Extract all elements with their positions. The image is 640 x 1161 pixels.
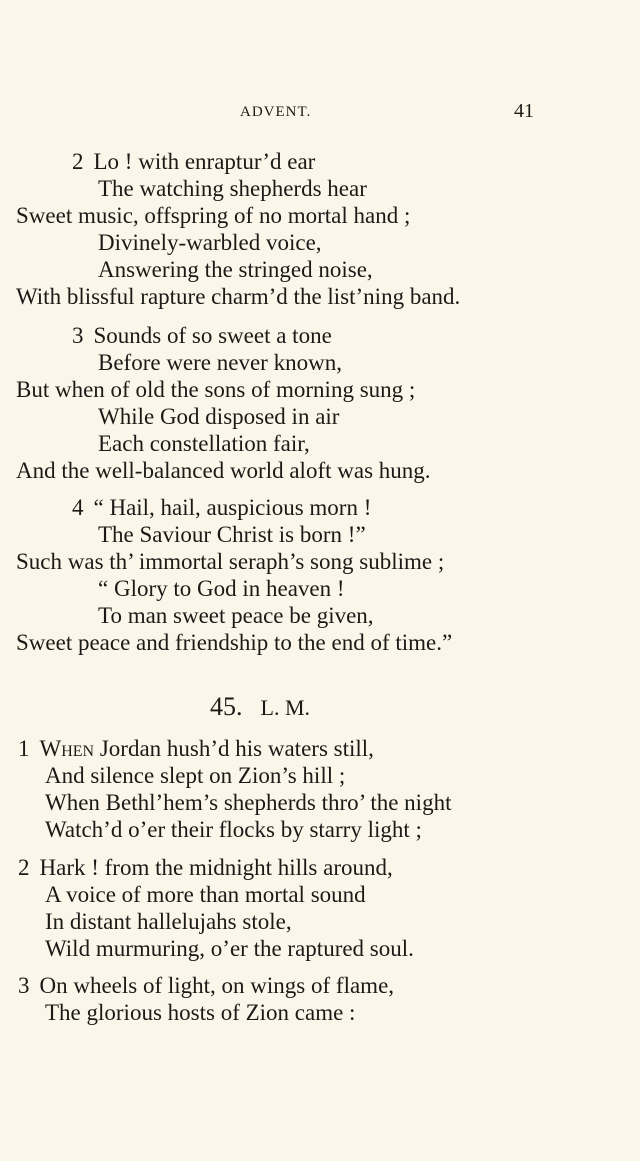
hymn-number: 45. — [210, 692, 243, 721]
hymn-heading — [210, 692, 310, 722]
verse-line — [18, 735, 374, 762]
verse-line: Such was th’ immortal seraph’s song sublime ; — [16, 549, 445, 574]
verse-line: The watching shepherds hear — [98, 176, 367, 201]
verse-line: While God disposed in air — [98, 404, 340, 429]
stanza-number: 2 — [72, 149, 84, 174]
verse-line: Divinely-warbled voice, — [98, 230, 322, 255]
verse-text: Jordan hush’d his waters still, — [94, 736, 374, 761]
verse-line — [72, 494, 371, 521]
verse-line: To man sweet peace be given, — [98, 603, 374, 628]
verse-line — [18, 854, 393, 881]
stanza-number: 4 — [72, 495, 84, 520]
verse-line — [72, 322, 332, 349]
verse-line — [72, 148, 315, 175]
verse-line: And the well-balanced world aloft was hung. — [16, 458, 431, 483]
stanza-number: 3 — [72, 323, 84, 348]
page-number: 41 — [514, 100, 534, 122]
verse-line: Answering the stringed noise, — [98, 257, 373, 282]
stanza-number: 2 — [18, 855, 30, 880]
verse-line: When Bethl’hem’s shepherds thro’ the night — [45, 790, 452, 815]
hymn-meter: L. M. — [260, 695, 310, 720]
verse-line: Watch’d o’er their flocks by starry light ; — [45, 817, 422, 842]
verse-line: In distant hallelujahs stole, — [45, 909, 292, 934]
verse-text: Hark ! from the midnight hills around, — [39, 855, 393, 880]
verse-line: With blissful rapture charm’d the list’ning band. — [16, 284, 461, 309]
verse-line: Before were never known, — [98, 350, 342, 375]
verse-line — [18, 972, 394, 999]
verse-line: The Saviour Christ is born !” — [98, 522, 366, 547]
verse-text: Sounds of so sweet a tone — [93, 323, 332, 348]
running-header: ADVENT. — [240, 104, 312, 120]
verse-text: “ Hail, hail, auspicious morn ! — [93, 495, 372, 520]
verse-line: Each constellation fair, — [98, 431, 310, 456]
verse-text: On wheels of light, on wings of flame, — [39, 973, 395, 998]
verse-line: “ Glory to God in heaven ! — [98, 576, 345, 601]
verse-line: The glorious hosts of Zion came : — [45, 1000, 356, 1025]
verse-line: But when of old the sons of morning sung ; — [16, 377, 416, 402]
verse-line: Sweet peace and friendship to the end of time.” — [16, 630, 453, 655]
verse-line: Sweet music, offspring of no mortal hand ; — [16, 203, 411, 228]
stanza-number: 1 — [18, 736, 30, 761]
verse-line: A voice of more than mortal sound — [45, 882, 366, 907]
stanza-number: 3 — [18, 973, 30, 998]
verse-line: Wild murmuring, o’er the raptured soul. — [45, 936, 414, 961]
verse-text: Lo ! with enraptur’d ear — [93, 149, 316, 174]
first-word: When — [39, 736, 95, 761]
verse-line: And silence slept on Zion’s hill ; — [45, 763, 346, 788]
